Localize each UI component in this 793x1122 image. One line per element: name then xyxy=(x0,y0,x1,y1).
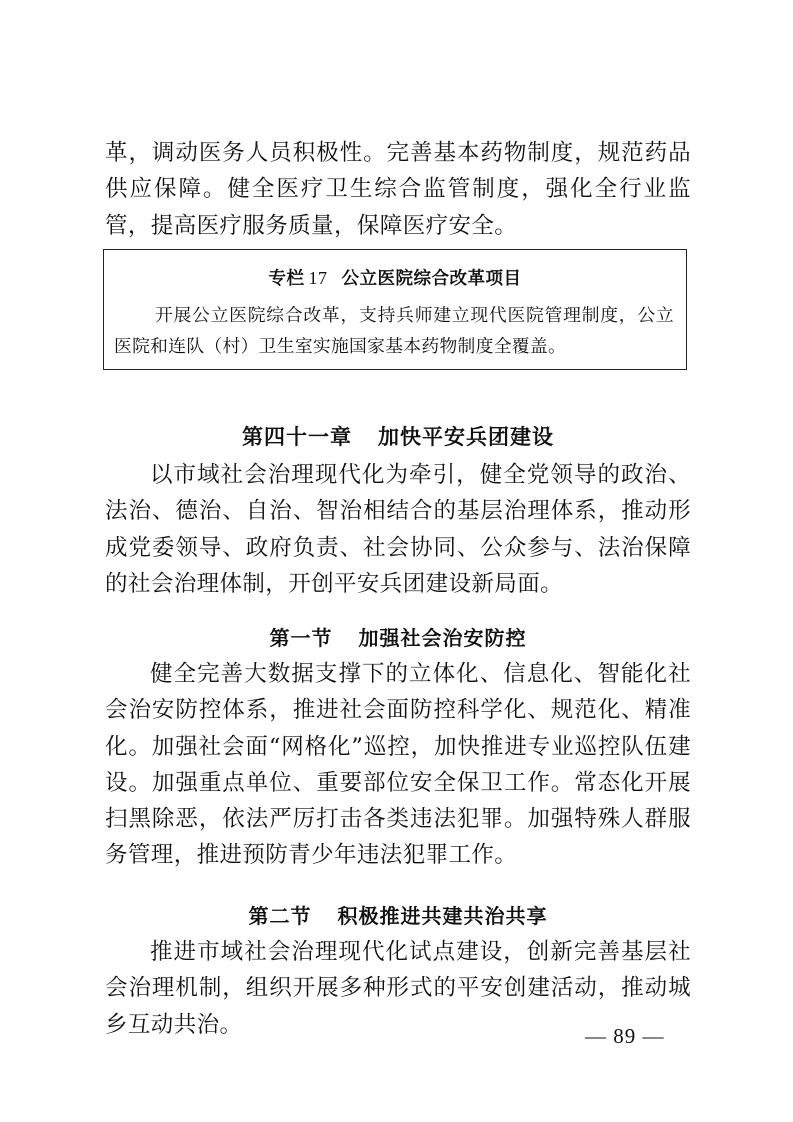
chapter-title: 加快平安兵团建设 xyxy=(378,425,554,449)
column-box-text: 开展公立医院综合改革，支持兵师建立现代医院管理制度，公立医院和连队（村）卫生室实施国家基本药物制度全覆盖。 xyxy=(114,305,674,357)
column-box-label: 专栏 xyxy=(268,269,305,289)
paragraph-chapter-intro: 以市域社会治理现代化为牵引，健全党领导的政治、法治、德治、自治、智治相结合的基层治理体系，推动形成党委领导、政府负责、社会协同、公众参与、法治保障的社会治理体制，开创平安兵团建设新局面。 xyxy=(105,462,691,597)
section-2-number: 第二节 xyxy=(248,904,312,928)
column-box-17 xyxy=(103,249,687,370)
chapter-number: 第四十一章 xyxy=(242,425,352,449)
column-box-title xyxy=(104,265,686,290)
page-number: — 89 — xyxy=(585,1024,665,1048)
paragraph-medical-reform-cont: 革，调动医务人员积极性。完善基本药物制度，规范药品供应保障。健全医疗卫生综合监管制度，强化全行业监管，提高医疗服务质量，保障医疗安全。 xyxy=(105,140,691,239)
section-heading-1 xyxy=(105,622,691,651)
section-2-title: 积极推进共建共治共享 xyxy=(337,904,548,928)
section-1-number: 第一节 xyxy=(269,626,333,650)
chapter-heading xyxy=(105,421,691,451)
paragraph-co-governance: 推进市域社会治理现代化试点建设，创新完善基层社会治理机制，组织开展多种形式的平安创建活动，推动城乡互动共治。 xyxy=(105,939,691,1038)
section-heading-2 xyxy=(105,900,691,929)
column-box-number: 17 xyxy=(308,268,328,288)
paragraph-security-control: 健全完善大数据支撑下的立体化、信息化、智能化社会治安防控体系，推进社会面防控科学化、规范化、精准化。加强社会面“网格化”巡控，加快推进专业巡控队伍建设。加强重点单位、重要部位安全保卫工作。常态化开展扫黑除恶，依法严厉打击各类违法犯罪。加强特殊人群服务管理，推进预防青少年违法犯罪工作。 xyxy=(105,661,691,869)
column-box-heading: 公立医院综合改革项目 xyxy=(341,269,522,289)
section-1-title: 加强社会治安防控 xyxy=(358,626,527,650)
